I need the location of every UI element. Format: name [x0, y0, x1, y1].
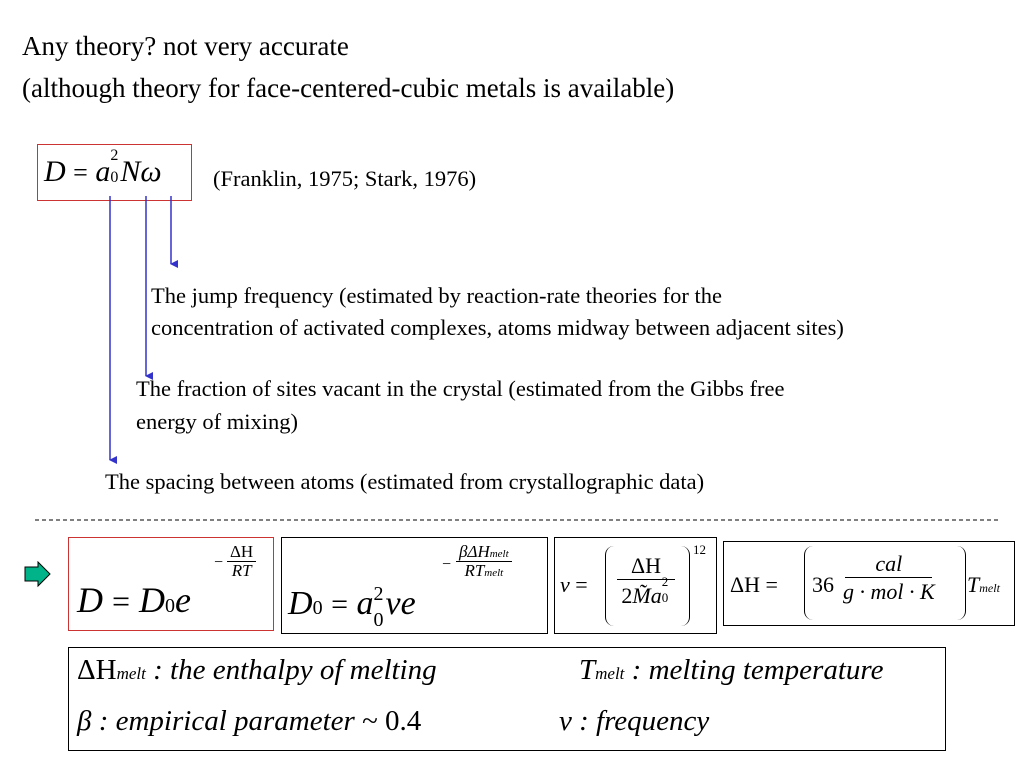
- enthalpy-lhs: ΔH =: [730, 572, 778, 597]
- frequency-lhs: v =: [560, 572, 588, 597]
- atom-spacing-text: The spacing between atoms (estimated from crystallographic data): [105, 469, 705, 494]
- enthalpy-formula-box: [723, 541, 1015, 626]
- enthalpy-coefficient: 36: [812, 572, 834, 597]
- arrhenius-formula: D = D0e: [77, 580, 192, 620]
- definition-melting-temperature: Tmelt : melting temperature: [579, 654, 884, 686]
- arrhenius-exponent: $\frac{\Delta H}{RT}$: [227, 543, 256, 580]
- prefactor-exponent-minus: −: [442, 556, 452, 573]
- frequency-right-paren: [681, 546, 690, 626]
- jump-frequency-line-2: concentration of activated complexes, atoms midway between adjacent sites): [151, 315, 844, 340]
- vacant-fraction-line-2: energy of mixing): [136, 409, 299, 434]
- heading-line-1: Any theory? not very accurate: [22, 31, 349, 61]
- definitions-box: [68, 647, 946, 751]
- right-arrow-icon: [24, 561, 52, 589]
- frequency-formula-box: [554, 537, 717, 634]
- definition-enthalpy: ΔHmelt : the enthalpy of melting: [77, 654, 437, 686]
- frequency-fraction: ΔH 2M̃a 2 0: [617, 552, 675, 607]
- main-formula: D = a 2 0 Nω: [44, 147, 162, 188]
- arrhenius-exponent-minus: −: [214, 554, 224, 571]
- arrhenius-formula-box: [68, 537, 274, 631]
- prefactor-formula-box: [281, 537, 548, 634]
- enthalpy-fraction: cal g · mol · K: [843, 551, 935, 605]
- enthalpy-temperature: Tmelt: [967, 572, 1000, 597]
- definition-frequency: v : frequency: [559, 705, 710, 737]
- citation: (Franklin, 1975; Stark, 1976): [213, 166, 477, 191]
- prefactor-formula: D0 = a 2 0 ve: [288, 583, 416, 631]
- frequency-left-paren: [605, 546, 614, 626]
- enthalpy-right-paren: [957, 546, 966, 620]
- frequency-exponent: 12: [693, 542, 706, 557]
- jump-frequency-line-1: The jump frequency (estimated by reaction-rate theories for the: [151, 283, 723, 308]
- definition-beta: β : empirical parameter ~ 0.4: [77, 705, 422, 737]
- heading-line-2: (although theory for face-centered-cubic metals is available): [22, 73, 675, 103]
- vacant-fraction-line-1: The fraction of sites vacant in the crystal (estimated from the Gibbs free: [136, 376, 785, 401]
- prefactor-exponent: βΔHmelt RTmelt: [456, 543, 512, 580]
